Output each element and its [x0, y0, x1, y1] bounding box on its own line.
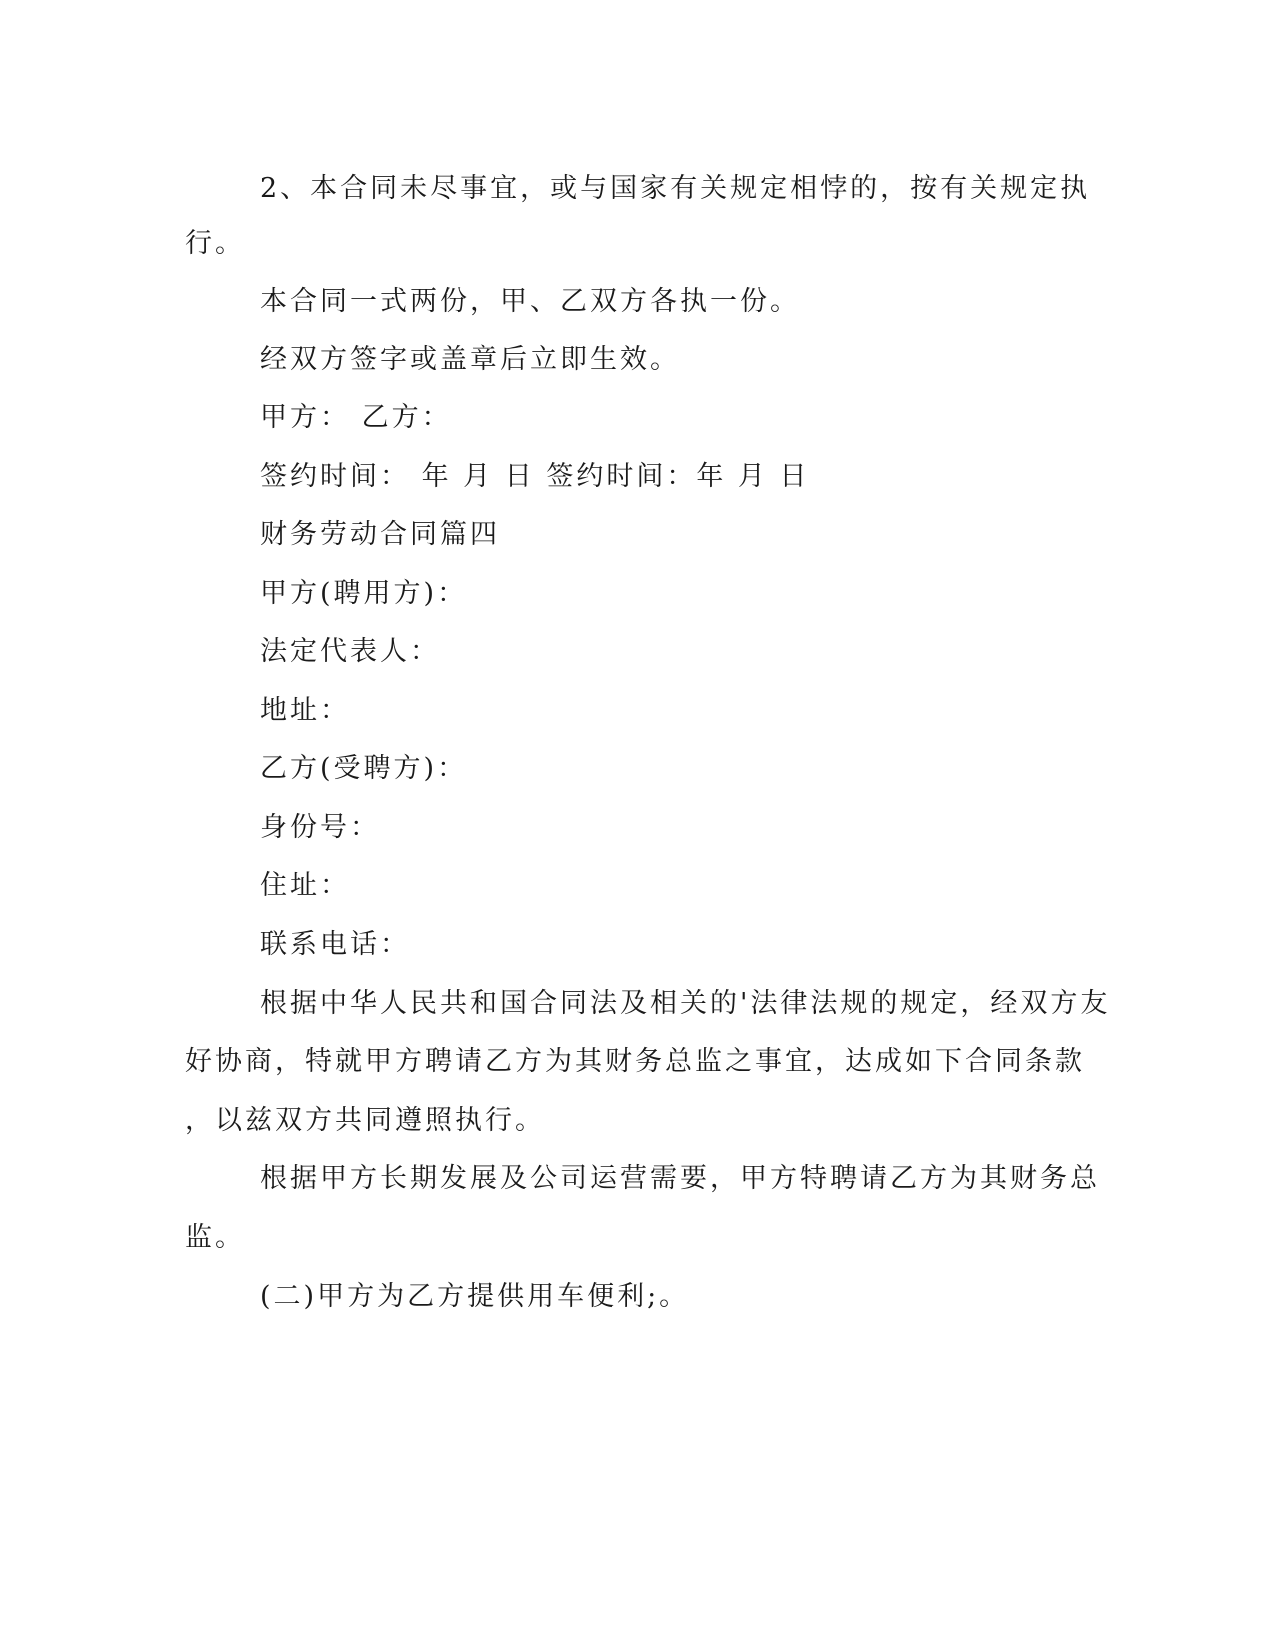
- paragraph-line: 经双方签字或盖章后立即生效。: [260, 344, 680, 375]
- paragraph-line: 监。: [185, 1222, 245, 1253]
- party-a-field: 甲方(聘用方)：: [260, 578, 468, 609]
- address-field: 地址：: [260, 695, 350, 726]
- signing-date-line: 签约时间： 年 月 日 签约时间：年 月 日: [260, 461, 810, 492]
- paragraph-line: 本合同一式两份，甲、乙双方各执一份。: [260, 286, 800, 317]
- signature-parties-line: 甲方： 乙方：: [260, 402, 452, 433]
- paragraph-line: (二)甲方为乙方提供用车便利;。: [260, 1281, 690, 1312]
- legal-representative-field: 法定代表人：: [260, 636, 440, 667]
- section-heading: 财务劳动合同篇四: [260, 519, 500, 550]
- paragraph-line: 2、本合同未尽事宜，或与国家有关规定相悖的，按有关规定执: [260, 173, 1091, 204]
- id-number-field: 身份号：: [260, 812, 380, 843]
- paragraph-line: 行。: [185, 228, 245, 259]
- paragraph-line: 好协商，特就甲方聘请乙方为其财务总监之事宜，达成如下合同条款: [185, 1046, 1085, 1077]
- party-b-field: 乙方(受聘方)：: [260, 753, 468, 784]
- phone-field: 联系电话：: [260, 929, 410, 960]
- residence-field: 住址：: [260, 870, 350, 901]
- paragraph-line: ，以兹双方共同遵照执行。: [185, 1105, 545, 1136]
- paragraph-line: 根据中华人民共和国合同法及相关的'法律法规的规定，经双方友: [260, 988, 1111, 1019]
- paragraph-line: 根据甲方长期发展及公司运营需要，甲方特聘请乙方为其财务总: [260, 1163, 1100, 1194]
